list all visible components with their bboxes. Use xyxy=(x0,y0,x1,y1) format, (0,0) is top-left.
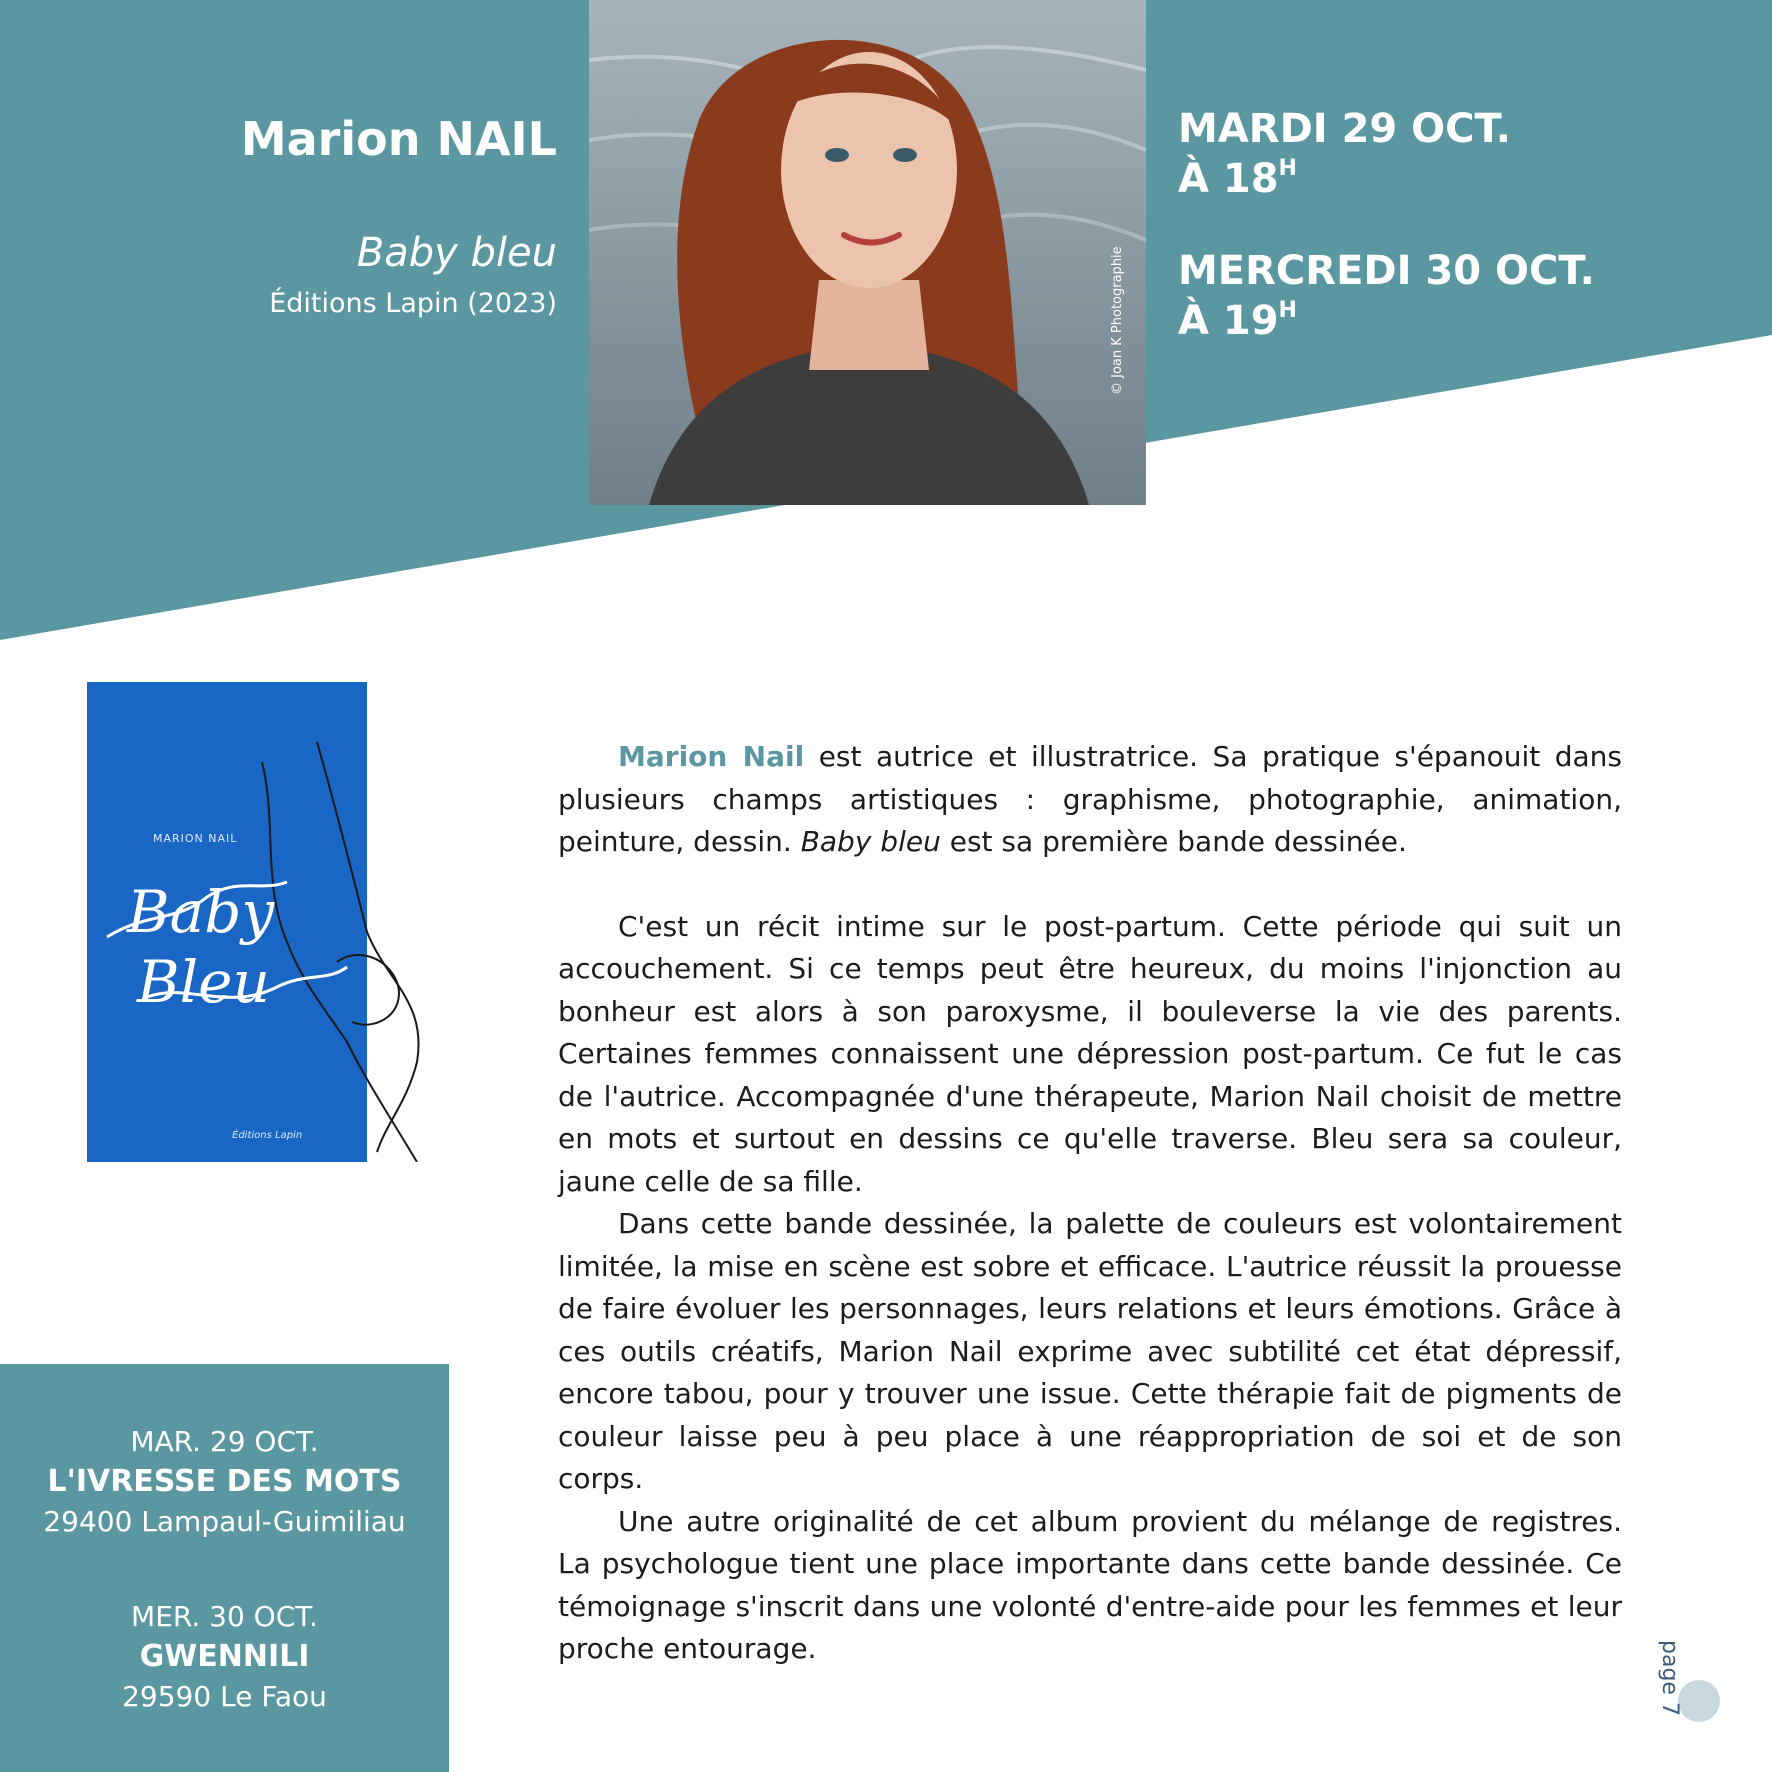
book-title: Baby bleu xyxy=(356,230,557,276)
page-number: page 7 xyxy=(1657,1640,1682,1716)
article-paragraph-1: Marion Nail est autrice et illustratrice. Sa pratique s'épanouit dans plusieurs champs artistiques : graphisme, photographie, animation, peinture, dessin. Baby bleu est sa première bande dessinée. xyxy=(558,740,1623,858)
cover-author: MARION NAIL xyxy=(153,832,238,845)
author-photo xyxy=(589,0,1146,505)
article-paragraph-4: Une autre originalité de cet album provient du mélange de registres. La psychologue tient une place importante dans cette bande dessinée. Ce témoignage s'inscrit dans une volonté d'entre-aide pour les femmes et leur proche entourage. xyxy=(558,1504,1622,1665)
venue-1 xyxy=(0,1422,449,1542)
venue-date: MAR. 29 OCT. xyxy=(130,1425,319,1458)
date-block-2 xyxy=(1178,246,1595,346)
venue-name: GWENNILI xyxy=(139,1639,310,1674)
venue-date: MER. 30 OCT. xyxy=(131,1600,318,1633)
date-block-1 xyxy=(1178,104,1511,204)
cover-title-line2: Bleu xyxy=(137,948,270,1016)
author-highlight: Marion Nail xyxy=(618,740,805,773)
venue-name: L'IVRESSE DES MOTS xyxy=(47,1464,402,1499)
date-time: À $18^H$ xyxy=(1178,156,1297,202)
date-day: MERCREDI 30 OCT. xyxy=(1178,248,1595,294)
article-body xyxy=(558,736,1622,1671)
venue-city: 29590 Le Faou xyxy=(122,1680,327,1713)
author-name: Marion NAIL xyxy=(240,112,557,166)
date-day: MARDI 29 OCT. xyxy=(1178,106,1511,152)
book-cover xyxy=(87,682,452,1162)
article-paragraph-2: C'est un récit intime sur le post-partum. Cette période qui suit un accouchement. Si ce temps peut être heureux, du moins l'injonction au bonheur est alors à son paroxysme, il bouleverse la vie des parents. Certaines femmes connaissent une dépression post-partum. Ce fut le cas de l'autrice. Accompagnée d'une thérapeute, Marion Nail choisit de mettre en mots et surtout en dessins ce qu'elle traverse. Bleu sera sa couleur, jaune celle de sa fille. xyxy=(558,909,1622,1198)
photo-credit: © Joan K Photographie xyxy=(1110,246,1125,395)
cover-title-line1: Baby xyxy=(127,878,275,946)
publisher: Éditions Lapin (2023) xyxy=(269,288,557,319)
date-time: À $19^H$ xyxy=(1178,298,1297,344)
cover-publisher: Éditions Lapin xyxy=(232,1130,303,1141)
book-title-inline: Baby bleu xyxy=(800,825,941,858)
article-paragraph-3: Dans cette bande dessinée, la palette de couleurs est volontairement limitée, la mise en scène est sobre et efficace. L'autrice réussit la prouesse de faire évoluer les personnages, leurs relations et leurs émotions. Grâce à ces outils créatifs, Marion Nail exprime avec subtilité cet état dépressif, encore tabou, pour y trouver une issue. Cette thérapie fait de pigments de couleur laisse peu à peu place à une réappropriation de soi et de son corps. xyxy=(558,1207,1622,1495)
page-number-badge xyxy=(1678,1680,1720,1722)
venue-city: 29400 Lampaul-Guimiliau xyxy=(43,1505,406,1538)
venue-2 xyxy=(0,1597,449,1717)
venue-box xyxy=(0,1364,449,1772)
